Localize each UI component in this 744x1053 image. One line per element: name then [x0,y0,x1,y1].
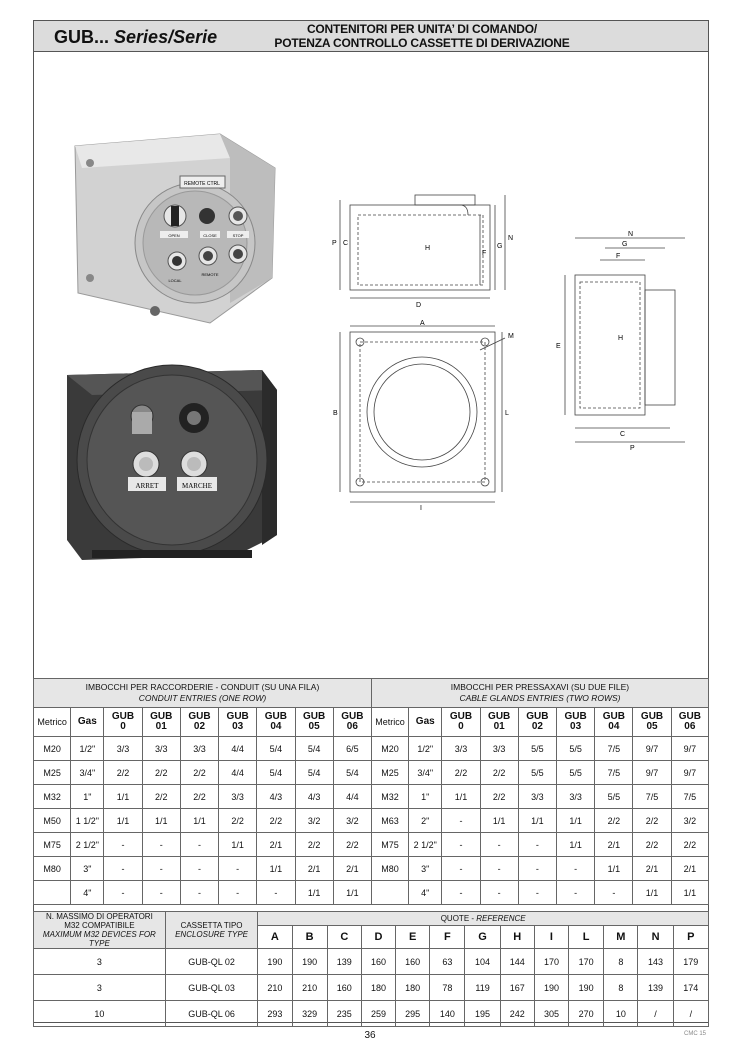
label-remote: REMOTE CTRL [184,181,220,187]
table-row [34,761,709,785]
cell-enclosure-type: GUB-QL 03 [165,975,258,1001]
col-gub-label: GUB [302,711,326,722]
dim-P: P [332,240,337,247]
photo-dark-enclosure [62,350,287,565]
cell-dimension: 63 [430,949,465,975]
cell-value: 5/4 [257,761,295,785]
col-gub-size: 06 [346,721,358,732]
cell-value: 1/1 [180,809,218,833]
cell-value: - [442,833,480,857]
cell-value: 1/1 [219,833,257,857]
label-remote-2: REMOTE [201,272,219,277]
cell-value: - [180,857,218,881]
cell-dimension: / [638,1001,673,1027]
cell-value: 1/1 [557,833,595,857]
cell-value: 3/3 [104,737,142,761]
col-gub-label: GUB [488,711,511,722]
drawing-side-view-2 [550,230,700,455]
table-row [34,809,709,833]
cell-value: 1/1 [671,881,708,905]
col-gub-3 [219,708,257,737]
cell-value: - [442,809,480,833]
cell-value: 4/3 [295,785,333,809]
photo-control-station [60,128,285,328]
cell-dimension: 329 [292,1001,327,1027]
cell-value: 5/4 [295,737,333,761]
cell-dimension: 78 [430,975,465,1001]
entries-column-headers [34,708,709,737]
cell-value: - [442,881,480,905]
cell-dimension: 160 [396,949,430,975]
cell-value: 2/2 [180,785,218,809]
cell-dimension: 143 [638,949,673,975]
cell-gas: 4" [71,881,104,905]
dim-C: C [343,240,349,247]
drawing-plan-view [330,320,520,510]
cell-value: 2/2 [595,809,633,833]
letter-C: C [327,926,361,949]
glands-section-header: IMBOCCHI PER PRESSAXAVI (SU DUE FILE) CABLE GLANDS ENTRIES (TWO ROWS) [371,679,708,708]
letter-F: F [430,926,465,949]
cell-value: 3/3 [219,785,257,809]
cell-value: 4/4 [219,761,257,785]
dim-N: N [508,235,514,242]
label-open: OPEN [168,233,180,238]
dim-I: I [420,505,422,510]
cell-value: - [442,857,480,881]
col-gub-label: GUB [640,711,664,722]
cell-gas: 1/2" [409,737,442,761]
cell-value: 9/7 [633,761,671,785]
cell-gas: 1" [71,785,104,809]
cell-gas: 2 1/2" [409,833,442,857]
cell-dimension: 190 [569,975,604,1001]
cell-value: 2/2 [142,785,180,809]
col-gub-1 [480,708,518,737]
letter-L: L [569,926,604,949]
col-gub-4 [595,708,633,737]
cell-gas: 1" [409,785,442,809]
cell-value: - [142,833,180,857]
col-gub-size: 03 [232,721,244,732]
cell-operators: 3 [34,949,166,975]
table-row [34,1001,709,1027]
cell-value: 2/2 [104,761,142,785]
cell-dimension: 144 [500,949,534,975]
cell-operators: 3 [34,975,166,1001]
table-row [34,881,709,905]
col-gub-label: GUB [111,711,135,722]
cell-value: 1/1 [595,857,633,881]
cell-dimension: 293 [258,1001,292,1027]
cell-dimension: 170 [569,949,604,975]
table-row [34,949,709,975]
cell-value: - [595,881,633,905]
col-gub-0 [104,708,142,737]
cell-dimension: 180 [396,975,430,1001]
dim-G: G [497,243,503,250]
cell-dimension: 140 [430,1001,465,1027]
cell-metric: M25 [34,761,71,785]
enclosure-header: CASSETTA TIPO ENCLOSURE TYPE [165,912,258,949]
letter-G: G [465,926,500,949]
letter-M: M [604,926,638,949]
page-number: 36 [364,1030,376,1041]
cell-dimension: 242 [500,1001,534,1027]
col-gub-5 [633,708,671,737]
col-gub-size: 01 [493,721,505,732]
cell-value: 3/3 [480,737,518,761]
cell-value: 1/1 [518,809,556,833]
col-gub-label: GUB [226,711,249,722]
cell-gas: 2 1/2" [71,833,104,857]
cell-value: 2/2 [442,761,480,785]
cell-dimension: 174 [673,975,708,1001]
col-metric: Metrico [34,708,71,737]
letter-A: A [258,926,292,949]
dim-P-2: P [630,445,635,452]
operators-header: N. MASSIMO DI OPERATORI M32 COMPATIBILE MAXIMUM M32 DEVICES FOR TYPE [34,912,166,949]
cell-value: 1/1 [142,809,180,833]
cell-dimension: 270 [569,1001,604,1027]
cell-dimension: 8 [604,975,638,1001]
cell-value: - [180,881,218,905]
cell-value: - [557,857,595,881]
cell-dimension: / [673,1001,708,1027]
cell-gas: 4" [409,881,442,905]
cell-dimension: 10 [604,1001,638,1027]
cell-dimension: 180 [361,975,395,1001]
cell-dimension: 160 [327,975,361,1001]
col-gub-label: GUB [449,711,473,722]
dim-H-2: H [618,335,624,342]
cell-dimension: 179 [673,949,708,975]
cell-value: 1/1 [557,809,595,833]
cell-gas: 3/4" [409,761,442,785]
dim-G-2: G [622,241,628,248]
cell-value: - [219,881,257,905]
cell-value: 3/2 [295,809,333,833]
cell-dimension: 190 [534,975,568,1001]
cell-dimension: 167 [500,975,534,1001]
dim-E-2: E [556,343,561,350]
col-gub-size: 04 [270,721,282,732]
col-gub-label: GUB [341,711,364,722]
dim-F: F [482,250,487,257]
cell-value: 4/3 [257,785,295,809]
letter-H: H [500,926,534,949]
cell-value: 9/7 [633,737,671,761]
cell-value: 3/2 [333,809,371,833]
cell-value: - [557,881,595,905]
cell-value: 7/5 [671,785,708,809]
cell-value: 1/1 [104,785,142,809]
cell-metric [34,881,71,905]
col-gub-6 [333,708,371,737]
cell-value: - [104,881,142,905]
cell-operators: 10 [34,1001,166,1027]
cell-dimension: 104 [465,949,500,975]
cell-value: 2/1 [671,857,708,881]
table-row [34,975,709,1001]
cell-dimension: 305 [534,1001,568,1027]
cell-value: 5/5 [557,737,595,761]
cell-value: 3/3 [518,785,556,809]
table-row [34,857,709,881]
cell-dimension: 210 [292,975,327,1001]
letter-D: D [361,926,395,949]
table-row [34,833,709,857]
col-gub-0 [442,708,480,737]
cell-gas: 3/4" [71,761,104,785]
cell-value: 5/4 [333,761,371,785]
col-gub-1 [142,708,180,737]
letter-B: B [292,926,327,949]
letter-I: I [534,926,568,949]
cell-value: 1/1 [295,881,333,905]
dim-D: D [416,302,422,309]
cell-value: 2/1 [333,857,371,881]
cell-metric: M50 [34,809,71,833]
cell-metric: M75 [371,833,408,857]
cell-dimension: 190 [258,949,292,975]
cell-dimension: 210 [258,975,292,1001]
cell-value: 1/1 [442,785,480,809]
cell-value: 2/2 [671,833,708,857]
cell-value: - [518,881,556,905]
cell-value: 2/2 [480,785,518,809]
cell-value: 6/5 [333,737,371,761]
col-gub-size: 02 [531,721,543,732]
cell-value: 1/1 [333,881,371,905]
col-gub-label: GUB [678,711,701,722]
dimensions-table [33,911,709,1027]
cell-dimension: 8 [604,949,638,975]
letter-P: P [673,926,708,949]
marche-label: MARCHE [182,482,212,490]
col-gub-label: GUB [526,711,549,722]
col-gub-size: 01 [155,721,167,732]
col-gub-label: GUB [602,711,625,722]
dim-B: B [333,410,338,417]
header-title: CONTENITORI PER UNITA’ DI COMANDO/ POTENZA CONTROLLO CASSETTE DI DERIVAZIONE [274,22,570,50]
col-gas: Gas [71,708,104,737]
cell-value: 5/5 [518,737,556,761]
cell-dimension: 190 [292,949,327,975]
cell-value: 5/4 [295,761,333,785]
col-gas: Gas [409,708,442,737]
cell-dimension: 119 [465,975,500,1001]
cell-metric [371,881,408,905]
col-gub-4 [257,708,295,737]
cell-value: 2/2 [633,833,671,857]
table-row [34,785,709,809]
cell-dimension: 139 [638,975,673,1001]
cell-value: - [518,833,556,857]
cell-value: 7/5 [595,761,633,785]
cell-value: 5/5 [557,761,595,785]
cell-enclosure-type: GUB-QL 02 [165,949,258,975]
cell-metric: M80 [34,857,71,881]
cell-value: - [480,833,518,857]
cell-value: - [257,881,295,905]
cell-value: 2/2 [180,761,218,785]
cell-metric: M63 [371,809,408,833]
cell-value: 2/2 [142,761,180,785]
dim-M: M [508,333,514,340]
dim-L: L [505,410,509,417]
cell-value: 5/5 [595,785,633,809]
cell-value: 2/2 [295,833,333,857]
dim-A: A [420,320,425,327]
series-title: GUB... Series/Serie [54,27,218,47]
cell-dimension: 235 [327,1001,361,1027]
cell-value: - [480,857,518,881]
col-gub-size: 03 [570,721,582,732]
col-gub-5 [295,708,333,737]
dim-H: H [425,245,431,252]
cell-gas: 1 1/2" [71,809,104,833]
cell-value: - [142,857,180,881]
dim-F-2: F [616,253,621,260]
col-gub-label: GUB [150,711,173,722]
cell-value: 2/2 [257,809,295,833]
cell-dimension: 259 [361,1001,395,1027]
cell-enclosure-type: GUB-QL 06 [165,1001,258,1027]
cell-dimension: 160 [361,949,395,975]
col-gub-size: 04 [608,721,620,732]
conduit-section-header: IMBOCCHI PER RACCORDERIE - CONDUIT (SU UNA FILA) CONDUIT ENTRIES (ONE ROW) [34,679,372,708]
cell-value: 2/2 [219,809,257,833]
page-header [33,20,709,52]
cell-value: 2/1 [633,857,671,881]
cell-value: 3/2 [671,809,708,833]
cell-dimension: 195 [465,1001,500,1027]
cell-value: - [219,857,257,881]
col-gub-size: 0 [458,721,464,732]
label-local: LOCAL [168,278,182,283]
col-gub-size: 0 [120,721,126,732]
col-gub-size: 05 [646,721,658,732]
cell-value: - [480,881,518,905]
cell-dimension: 139 [327,949,361,975]
cell-value: 4/4 [219,737,257,761]
label-stop: STOP [232,233,244,238]
cell-value: 2/1 [257,833,295,857]
col-gub-size: 02 [193,721,206,732]
col-gub-2 [518,708,556,737]
cell-value: 2/2 [333,833,371,857]
cell-value: 2/2 [480,761,518,785]
cell-metric: M80 [371,857,408,881]
cell-dimension: 170 [534,949,568,975]
reference-header: QUOTE - REFERENCE [258,912,709,926]
cell-metric: M20 [371,737,408,761]
cell-value: 2/1 [295,857,333,881]
col-metric: Metrico [371,708,408,737]
cell-value: - [104,857,142,881]
col-gub-3 [557,708,595,737]
cell-value: 3/3 [557,785,595,809]
letter-E: E [396,926,430,949]
cell-metric: M32 [34,785,71,809]
cell-metric: M25 [371,761,408,785]
cell-value: 1/1 [480,809,518,833]
drawing-side-section [330,180,520,315]
col-gub-size: 06 [684,721,696,732]
cell-gas: 3" [409,857,442,881]
cell-gas: 1/2" [71,737,104,761]
cell-value: 3/3 [142,737,180,761]
cell-value: 1/1 [104,809,142,833]
cell-value: 9/7 [671,737,708,761]
dim-N-2: N [628,231,634,238]
cell-value: - [104,833,142,857]
cell-value: 5/4 [257,737,295,761]
cell-value: 4/4 [333,785,371,809]
cell-value: 1/1 [257,857,295,881]
cell-value: 2/2 [633,809,671,833]
cell-value: - [142,881,180,905]
col-gub-2 [180,708,218,737]
label-close: CLOSE [203,233,217,238]
cell-value: 1/1 [633,881,671,905]
col-gub-label: GUB [264,711,287,722]
cell-value: - [518,857,556,881]
cell-gas: 2" [409,809,442,833]
cell-metric: M20 [34,737,71,761]
cell-dimension: 295 [396,1001,430,1027]
cell-value: 2/1 [595,833,633,857]
arret-label: ARRET [135,482,159,490]
col-gub-6 [671,708,708,737]
cell-metric: M32 [371,785,408,809]
col-gub-label: GUB [564,711,587,722]
entries-table [33,678,709,905]
cell-metric: M75 [34,833,71,857]
cell-value: 9/7 [671,761,708,785]
cell-value: 7/5 [633,785,671,809]
letter-N: N [638,926,673,949]
dim-C-2: C [620,431,626,438]
col-gub-label: GUB [188,711,211,722]
cell-value: 3/3 [180,737,218,761]
cell-value: 7/5 [595,737,633,761]
cell-value: - [180,833,218,857]
col-gub-size: 05 [308,721,320,732]
doc-code: CMC 15 [684,1031,707,1037]
cell-value: 3/3 [442,737,480,761]
cell-value: 5/5 [518,761,556,785]
cell-gas: 3" [71,857,104,881]
table-row [34,737,709,761]
